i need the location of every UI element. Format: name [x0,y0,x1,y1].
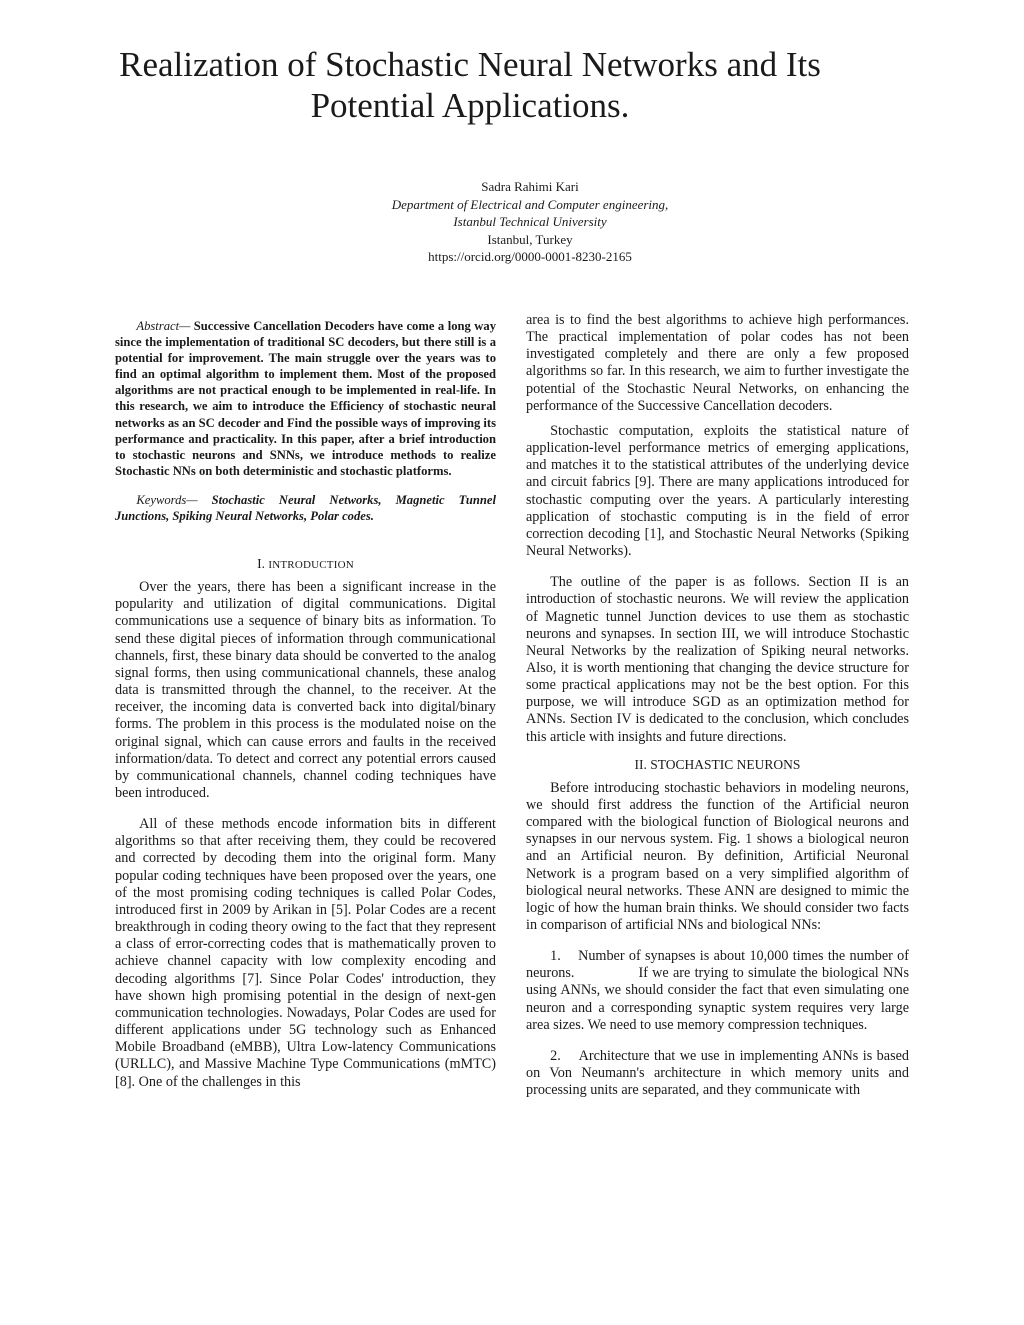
list-item-2: 2. Architecture that we use in implementing ANNs is based on Von Neumann's architecture in which memory units and processing units are separated, and they communicate with [526,1047,909,1099]
paper-title [60,44,880,126]
author-location: Istanbul, Turkey [487,231,573,247]
intro-paragraph-1: Over the years, there has been a significant increase in the popularity and utilization of digital communications. Digital communications use a sequence of binary bits as information. To send these digital pieces of information through communicational channels, first, these binary data should be converted to the analog signal forms, then using communicational channels, these analog data is transmitted through the channel, to the receiver. At the receiver, the incoming data is converted back into digital/binary forms. The problem in this process is the modulated noise on the original signal, which can cause errors and faults in the received information/data. To detect and correct any potential errors caused by communicational channels, channel coding techniques have been introduced. [115,579,496,801]
intro-continuation-paragraph: area is to find the best algorithms to achieve high performances. The practical implementation of polar codes has not been investigated completely and there are only a few proposed algorithms so far. In this research, we aim to further investigate the potential of the Stochastic Neural Networks, on enhancing the performance of the Successive Cancellation decoders. [526,312,909,414]
keywords-label: Keywords— [136,492,198,507]
section-heading-stochastic-neurons: II. STOCHASTIC NEURONS [634,756,801,772]
author-department: Department of Electrical and Computer engineering, [391,196,669,212]
intro-paragraph-2: All of these methods encode information bits in different algorithms so that after receiving them, they could be recovered and corrected by decoding them into the original form. Many popular coding techniques have been proposed over the years, one of the most promising coding techniques is called Polar Codes, introduced first in 2009 by Arikan in [5]. Polar Codes are a recent breakthrough in coding theory owing to the fact that they represent a class of error-correcting codes that is mathematically proven to achieve channel capacity with low complexity encoding and decoding algorithms [7]. Since Polar Codes' introduction, they have shown high promising potential in the design of next-gen communication technologies. Nowadays, Polar Codes are used for different applications under 5G technology such as Enhanced Mobile Broadband (eMBB), Ultra Low-latency Communications (URLLC), and Massive Machine Type Communications (mMTC) [8]. One of the challenges in this [115,816,496,1090]
outline-paragraph: The outline of the paper is as follows. Section II is an introduction of stochastic neurons. We will review the application of Magnetic tunnel Junction devices to use them as stochastic neurons and synapses. In section III, we will introduce Stochastic Neural Networks by the realization of Spiking neural networks. Also, it is worth mentioning that changing the device structure for some practical applications may not be the best option. For this purpose, we will introduce SGD as an optimization method for ANNs. Section IV is dedicated to the conclusion, which concludes this article with insights and future directions. [526,574,909,745]
left-column [115,312,496,1091]
section-numeral: I. [257,556,265,572]
section-title: INTRODUCTION [268,559,354,572]
author-block [240,178,820,266]
stochastic-neurons-paragraph: Before introducing stochastic behaviors in modeling neurons, we should first address the function of the Artificial neuron compared with the biological function of Biological neurons and synapses in our nervous system. Fig. 1 shows a biological neuron and an Artificial neuron. By definition, Artificial Neuronal Network is a program based on a very simplified algorithm of biological neural networks. These ANN are designed to mimic the logic of how the human brain thinks. We should consider two facts in comparison of artificial NNs and biological NNs: [526,779,909,933]
keywords-text: Stochastic Neural Networks, Magnetic Tunnel Junctions, Spiking Neural Networks, Polar codes. [115,492,496,524]
paper-title-line-1: Realization of Stochastic Neural Networks and Its [119,45,821,84]
abstract-text: Successive Cancellation Decoders have come a long way since the implementation of traditional SC decoders, but there still is a potential for improvement. The main struggle over the years was to find an optimal algorithm to implement them. Most of the proposed algorithms are not practical enough to be implemented in real-life. In this research, we aim to introduce the Efficiency of stochastic neural networks as an SC decoder and Find the possible ways of improving its performance and practicality. In this paper, after a brief introduction to stochastic neurons and SNNs, we introduce methods to realize Stochastic NNs on both deterministic and stochastic platforms. [115,319,496,478]
author-name: Sadra Rahimi Kari [481,179,579,194]
abstract-label: Abstract— [136,319,191,333]
paper-title-line-2: Potential Applications. [310,86,630,125]
stochastic-computation-paragraph: Stochastic computation, exploits the statistical nature of application-level performance metrics of emerging applications, and matches it to the statistical attributes of the underlying device and circuit fabrics [9]. There are many applications introduced for stochastic computing over the years. A particularly interesting application of stochastic computing is in the field of error correction decoding [1], and Stochastic Neural Networks (Spiking Neural Networks). [526,422,909,560]
author-orcid: https://orcid.org/0000-0001-8230-2165 [428,249,632,264]
abstract [115,318,496,479]
right-column [526,312,909,1099]
author-university: Istanbul Technical University [453,214,607,229]
section-heading-introduction [115,555,496,574]
list-item-1: 1. Number of synapses is about 10,000 times the number of neurons. If we are trying to simulate the biological NNs using ANNs, we should consider the fact that even simulating one neuron and a corresponding synaptic system requires very large area sizes. We need to use memory compression techniques. [526,948,909,1033]
keywords [115,492,496,524]
